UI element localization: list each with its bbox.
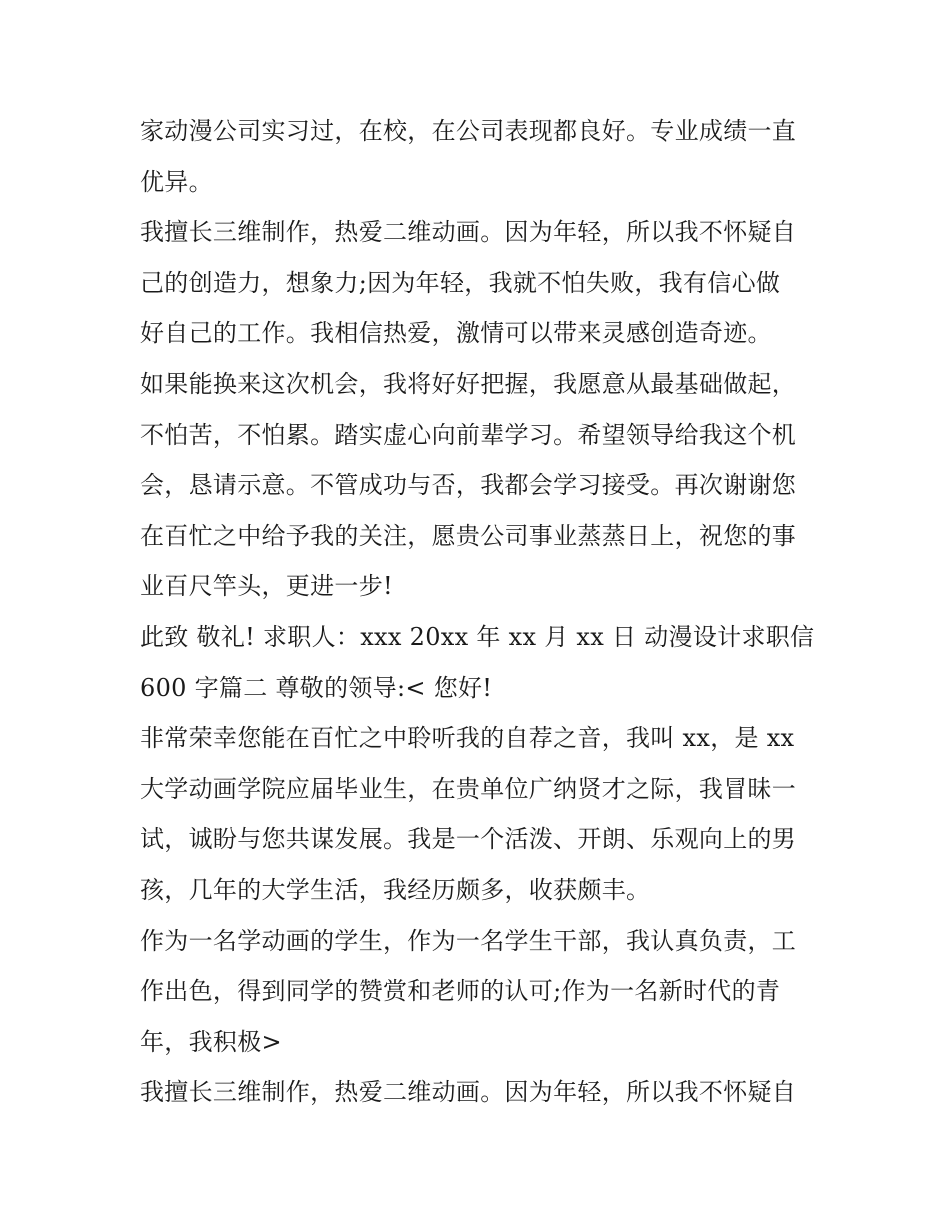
document-body: [140, 106, 815, 1118]
text-line: 孩，几年的大学生活，我经历颇多，收获颇丰。: [140, 875, 651, 904]
text-line: 600 字篇二 尊敬的领导:< 您好!: [140, 673, 493, 702]
text-line: 作为一名学动画的学生，作为一名学生干部，我认真负责，工: [140, 926, 797, 955]
text-line: 大学动画学院应届毕业生，在贵单位广纳贤才之际，我冒昧一: [140, 774, 797, 803]
text-line: 非常荣幸您能在百忙之中聆听我的自荐之音，我叫 xx，是 xx: [140, 724, 795, 753]
text-line: 不怕苦，不怕累。踏实虚心向前辈学习。希望领导给我这个机: [140, 420, 797, 449]
text-line: 会，恳请示意。不管成功与否，我都会学习接受。再次谢谢您: [140, 471, 797, 500]
text-line: 作出色，得到同学的赞赏和老师的认可;作为一名新时代的青: [140, 977, 781, 1006]
text-line: 我擅长三维制作，热爱二维动画。因为年轻，所以我不怀疑自: [140, 218, 797, 247]
text-line: 试，诚盼与您共谋发展。我是一个活泼、开朗、乐观向上的男: [140, 825, 797, 854]
text-line: 在百忙之中给予我的关注，愿贵公司事业蒸蒸日上，祝您的事: [140, 521, 797, 550]
text-line: 己的创造力，想象力;因为年轻，我就不怕失败，我有信心做: [140, 268, 781, 297]
text-line: 年，我积极>: [140, 1027, 282, 1056]
text-line: 如果能换来这次机会，我将好好把握，我愿意从最基础做起，: [140, 369, 797, 398]
text-line: 此致 敬礼! 求职人：xxx 20xx 年 xx 月 xx 日 动漫设计求职信: [140, 622, 815, 651]
text-line: 优异。: [140, 167, 213, 196]
text-line: 我擅长三维制作，热爱二维动画。因为年轻，所以我不怀疑自: [140, 1078, 797, 1107]
text-line: 业百尺竿头，更进一步!: [140, 572, 393, 601]
text-line: 好自己的工作。我相信热爱，激情可以带来灵感创造奇迹。: [140, 319, 772, 348]
text-line: 家动漫公司实习过，在校，在公司表现都良好。专业成绩一直: [140, 117, 797, 145]
